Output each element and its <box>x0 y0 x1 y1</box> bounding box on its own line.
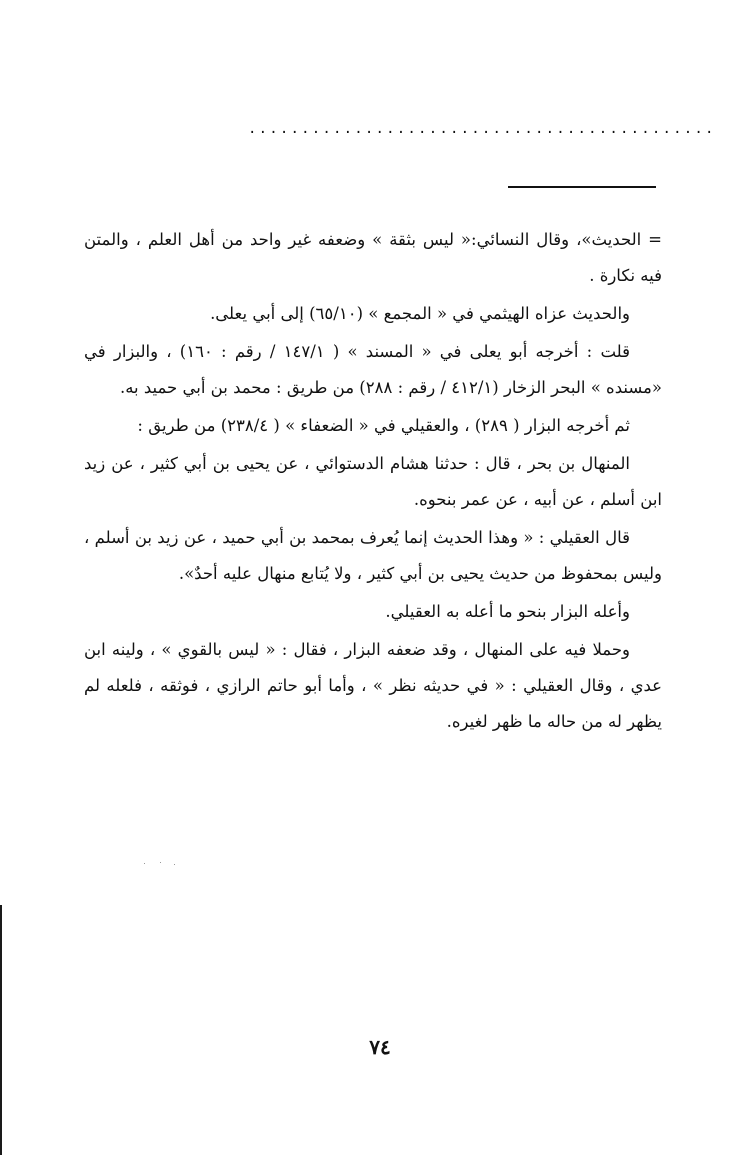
footnote-paragraph-2: والحديث عزاه الهيثمي في « المجمع » (٦٥/١٠) إلى أبي يعلى. <box>210 304 630 323</box>
scan-speck <box>174 864 175 865</box>
page-number: ٧٤ <box>369 1035 391 1059</box>
scan-edge <box>0 905 2 1155</box>
footnote-paragraph-3: قلت : أخرجه أبو يعلى في « المسند » ( ١٤٧/١ / رقم : ١٦٠) ، والبزار في «مسنده » البحر الزخار (٤١٢/١ / رقم : ٢٨٨) من طريق : محمد بن أبي حميد به. <box>84 342 662 397</box>
scan-speck <box>144 863 145 864</box>
footnote-paragraph-5: المنهال بن بحر ، قال : حدثنا هشام الدستوائي ، عن يحيى بن أبي كثير ، عن زيد ابن أسلم ، عن أبيه ، عن عمر بنحوه. <box>84 454 662 509</box>
footnote-paragraph-4: ثم أخرجه البزار ( ٢٨٩) ، والعقيلي في « الضعفاء » ( ٢٣٨/٤) من طريق : <box>137 416 630 435</box>
footnote-paragraph-8: وحملا فيه على المنهال ، وقد ضعفه البزار ، فقال : « ليس بالقوي » ، ولينه ابن عدي ، وقال العقيلي : « في حديثه نظر » ، وأما أبو حاتم الرازي ، فوثقه ، فلعله لم يظهر له من حاله ما ظهر لغيره. <box>84 640 662 731</box>
scan-speck <box>160 862 161 863</box>
footnote-paragraph-1: = الحديث»، وقال النسائي:« ليس بثقة » وضعفه غير واحد من أهل العلم ، والمتن فيه نكارة . <box>84 230 662 285</box>
footnote-paragraph-7: وأعله البزار بنحو ما أعله به العقيلي. <box>385 602 630 621</box>
dotted-separator: ............................................ <box>248 121 716 137</box>
footnote-text <box>84 222 662 742</box>
footnote-rule <box>508 186 656 188</box>
footnote-paragraph-6: قال العقيلي : « وهذا الحديث إنما يُعرف بمحمد بن أبي حميد ، عن زيد بن أسلم ، وليس بمحفوظ من حديث يحيى بن أبي كثير ، ولا يُتابع منهال عليه أحدٌ». <box>84 528 662 583</box>
scan-specks <box>144 862 184 866</box>
